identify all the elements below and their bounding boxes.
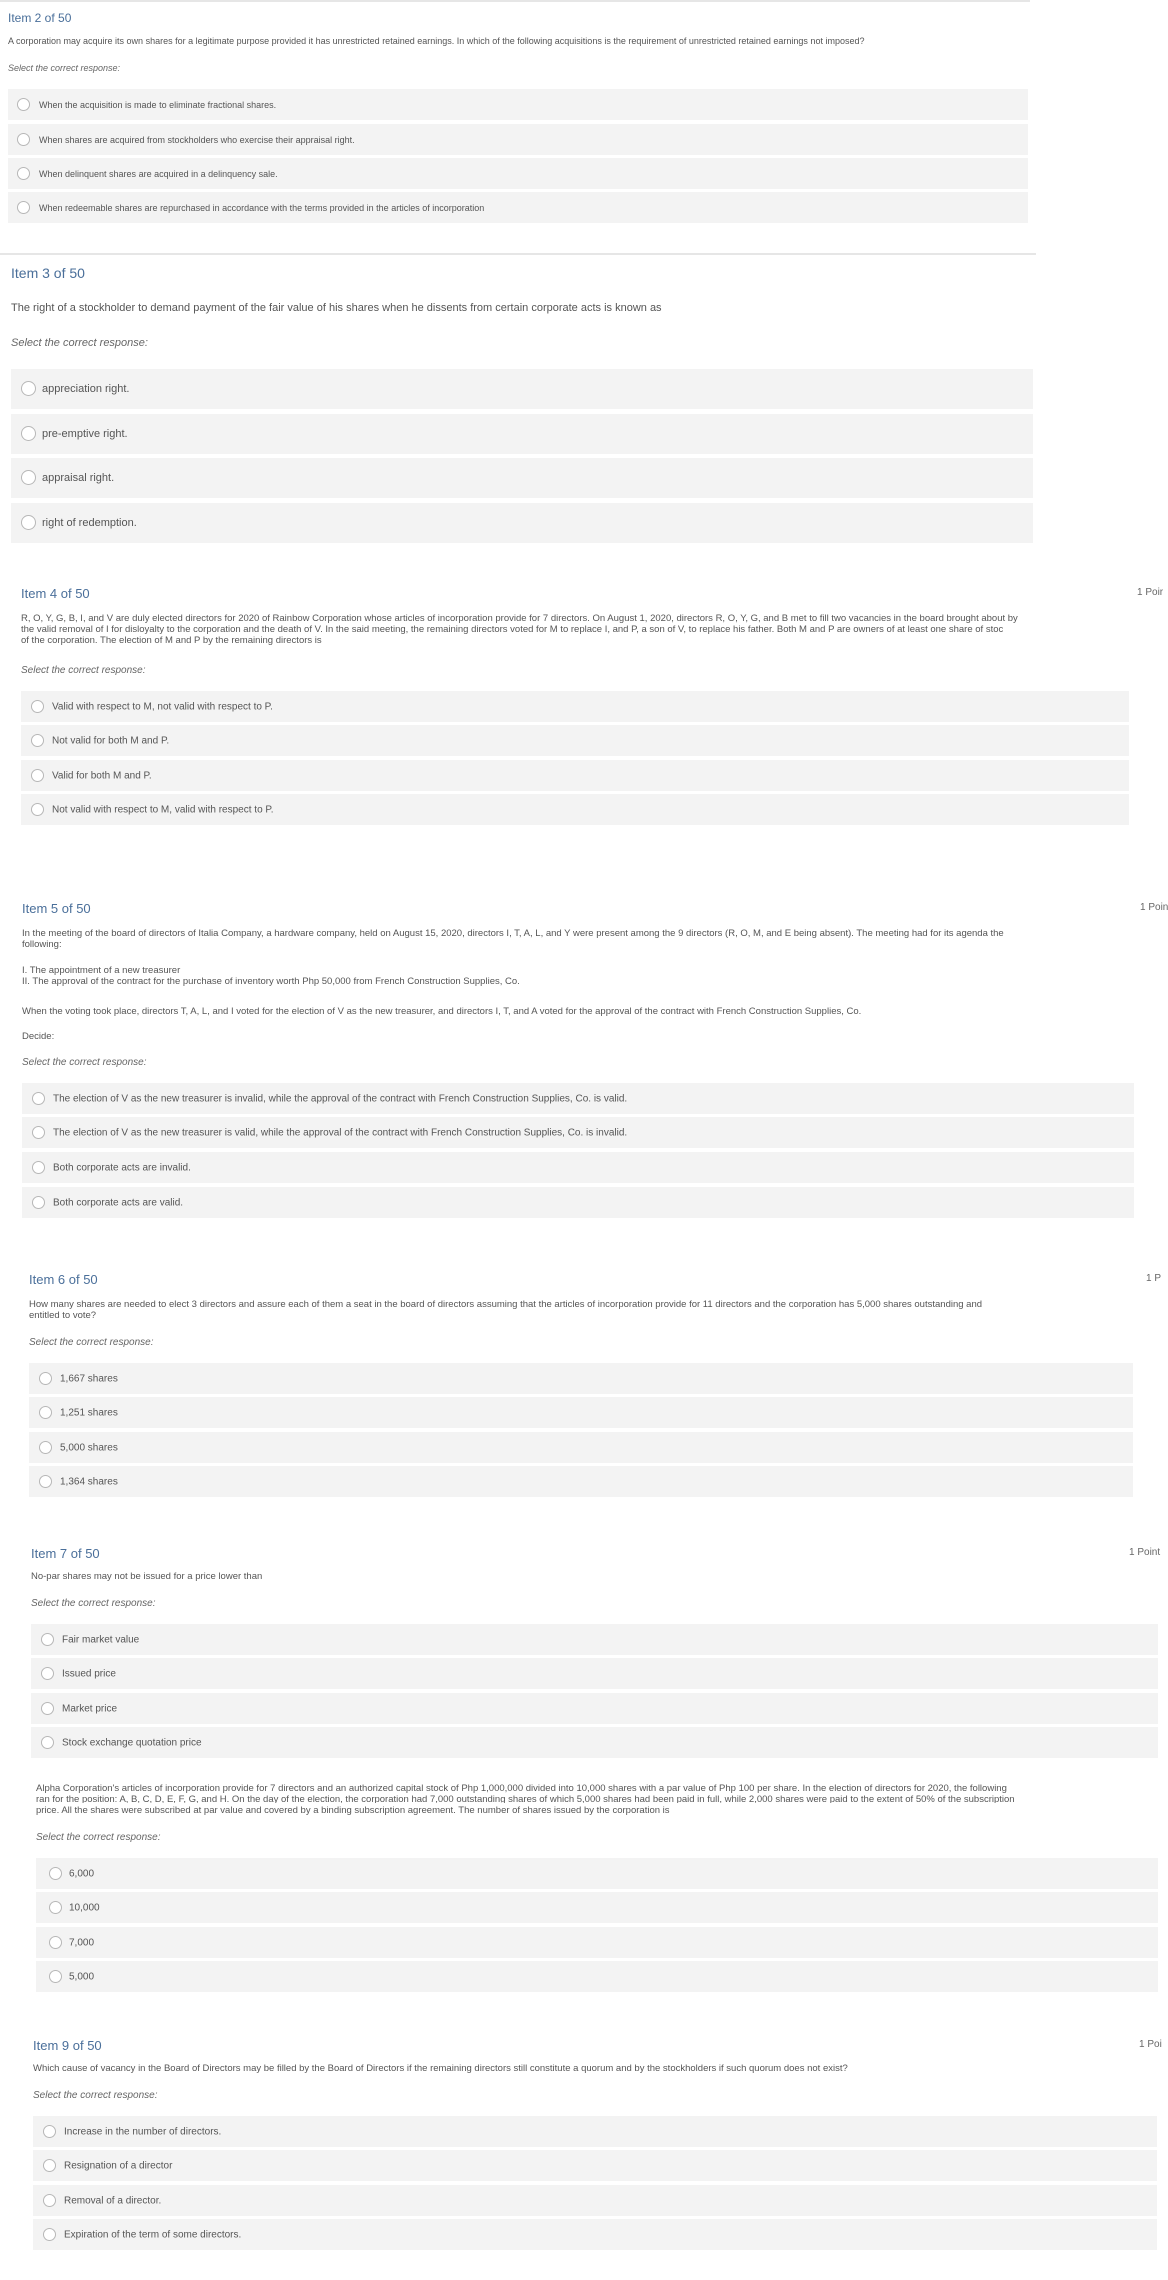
- option-label: When the acquisition is made to eliminate fractional shares.: [39, 99, 277, 110]
- question-item-6: [0, 1272, 1168, 1512]
- answer-option[interactable]: [33, 2219, 1157, 2250]
- answer-option[interactable]: [22, 1117, 1134, 1148]
- radio-button[interactable]: [31, 803, 44, 816]
- answer-option[interactable]: [33, 2116, 1157, 2147]
- radio-button[interactable]: [43, 2159, 56, 2172]
- item-divider: [0, 253, 1036, 255]
- option-label: Valid with respect to M, not valid with respect to P.: [52, 701, 273, 712]
- radio-button[interactable]: [31, 734, 44, 747]
- answer-option[interactable]: [31, 1693, 1158, 1724]
- select-prompt: Select the correct response:: [33, 2090, 158, 2101]
- item-title: Item 2 of 50: [8, 11, 72, 25]
- question-text: How many shares are needed to elect 3 directors and assure each of them a seat in the board of directors assuming that the articles of incorporation provide for 11 directors and the corporation has 5,000 shares outstanding and entitled to vote?: [29, 1299, 983, 1321]
- option-label: 5,000 shares: [60, 1442, 118, 1453]
- option-label: 1,667 shares: [60, 1373, 118, 1384]
- select-prompt: Select the correct response:: [21, 665, 146, 676]
- option-label: Removal of a director.: [64, 2195, 162, 2206]
- select-prompt: Select the correct response:: [22, 1057, 147, 1068]
- option-label: The election of V as the new treasurer is invalid, while the approval of the contract with French Construction Supplies, Co. is valid.: [53, 1093, 628, 1104]
- option-label: appraisal right.: [42, 472, 115, 484]
- item-title: Item 9 of 50: [33, 2038, 102, 2053]
- option-label: 7,000: [69, 1937, 95, 1948]
- answer-option[interactable]: [29, 1363, 1133, 1394]
- answer-option[interactable]: [21, 760, 1129, 791]
- option-label: The election of V as the new treasurer is valid, while the approval of the contract with French Construction Supplies, Co. is invalid.: [53, 1127, 628, 1138]
- radio-button[interactable]: [17, 98, 30, 111]
- question-item-7: [0, 1546, 1168, 1766]
- radio-button[interactable]: [39, 1441, 52, 1454]
- item-title: Item 4 of 50: [21, 586, 90, 601]
- item-title: Item 6 of 50: [29, 1272, 98, 1287]
- option-label: Not valid for both M and P.: [52, 735, 170, 746]
- radio-button[interactable]: [21, 381, 36, 396]
- points-label: 1 Poi: [1139, 2039, 1162, 2050]
- option-label: Resignation of a director: [64, 2160, 173, 2171]
- answer-option[interactable]: [8, 192, 1028, 223]
- option-label: Both corporate acts are invalid.: [53, 1162, 191, 1173]
- answer-option[interactable]: [33, 2185, 1157, 2216]
- answer-option[interactable]: [22, 1152, 1134, 1183]
- radio-button[interactable]: [31, 769, 44, 782]
- radio-button[interactable]: [21, 470, 36, 485]
- radio-button[interactable]: [43, 2125, 56, 2138]
- answer-option[interactable]: [36, 1858, 1158, 1889]
- radio-button[interactable]: [49, 1970, 62, 1983]
- answer-option[interactable]: [11, 414, 1033, 454]
- radio-button[interactable]: [49, 1867, 62, 1880]
- radio-button[interactable]: [32, 1161, 45, 1174]
- question-item-3: [0, 250, 1036, 550]
- answer-option[interactable]: [8, 89, 1028, 120]
- question-item-4: [0, 580, 1168, 830]
- radio-button[interactable]: [49, 1901, 62, 1914]
- answer-option[interactable]: [21, 725, 1129, 756]
- question-text: The right of a stockholder to demand payment of the fair value of his shares when he dissents from certain corporate acts is known as: [11, 302, 662, 314]
- radio-button[interactable]: [32, 1092, 45, 1105]
- radio-button[interactable]: [32, 1196, 45, 1209]
- option-label: Increase in the number of directors.: [64, 2126, 222, 2137]
- radio-button[interactable]: [31, 700, 44, 713]
- radio-button[interactable]: [41, 1633, 54, 1646]
- answer-option[interactable]: [21, 691, 1129, 722]
- select-prompt: Select the correct response:: [11, 337, 148, 349]
- question-item-9: [0, 2038, 1168, 2278]
- decide-text: Decide:: [22, 1031, 55, 1042]
- radio-button[interactable]: [21, 515, 36, 530]
- answer-option[interactable]: [31, 1658, 1158, 1689]
- radio-button[interactable]: [41, 1736, 54, 1749]
- answer-option[interactable]: [8, 124, 1028, 155]
- radio-button[interactable]: [41, 1667, 54, 1680]
- option-label: 5,000: [69, 1971, 95, 1982]
- option-label: When redeemable shares are repurchased in accordance with the terms provided in the articles of incorporation: [39, 202, 485, 213]
- vote-text: When the voting took place, directors T, A, L, and I voted for the election of V as the new treasurer, and directors I, T, and A voted for the approval of the contract with French Construction Supplies, Co.: [22, 1006, 862, 1017]
- answer-option[interactable]: [29, 1432, 1133, 1463]
- option-label: Fair market value: [62, 1634, 140, 1645]
- answer-option[interactable]: [8, 158, 1028, 189]
- item-title: Item 5 of 50: [22, 901, 91, 916]
- radio-button[interactable]: [43, 2228, 56, 2241]
- option-label: pre-emptive right.: [42, 428, 128, 440]
- answer-option[interactable]: [33, 2150, 1157, 2181]
- answer-option[interactable]: [22, 1083, 1134, 1114]
- option-label: Issued price: [62, 1668, 116, 1679]
- question-item-8: [0, 1780, 1168, 1995]
- radio-button[interactable]: [21, 426, 36, 441]
- option-label: Valid for both M and P.: [52, 770, 152, 781]
- option-label: appreciation right.: [42, 383, 130, 395]
- radio-button[interactable]: [17, 201, 30, 214]
- answer-option[interactable]: [36, 1961, 1158, 1992]
- answer-option[interactable]: [31, 1727, 1158, 1758]
- answer-option[interactable]: [36, 1892, 1158, 1923]
- question-text: R, O, Y, G, B, I, and V are duly elected directors for 2020 of Rainbow Corporation whose articles of incorporation provide for 7 directors. On August 1, 2020, directors R, O, Y, G, and B met to fill two vacancies in the board brought about by the valid removal of I for disloyalty to the corporation and the death of V. In the said meeting, the remaining directors voted for M to replace I, and P, a son of V, to replace his father. Both M and P are owners of at least one share of stoc of the corporation. The election of M and P by the remaining directors is: [21, 613, 1018, 646]
- points-label: 1 P: [1146, 1273, 1162, 1284]
- answer-option[interactable]: [36, 1927, 1158, 1958]
- radio-button[interactable]: [17, 167, 30, 180]
- answer-option[interactable]: [21, 794, 1129, 825]
- answer-option[interactable]: [11, 503, 1033, 543]
- option-label: Not valid with respect to M, valid with respect to P.: [52, 804, 274, 815]
- option-label: Both corporate acts are valid.: [53, 1197, 184, 1208]
- radio-button[interactable]: [39, 1406, 52, 1419]
- radio-button[interactable]: [43, 2194, 56, 2207]
- option-label: Expiration of the term of some directors.: [64, 2229, 242, 2240]
- item-title: Item 3 of 50: [11, 265, 85, 281]
- question-item-5: [0, 895, 1168, 1225]
- option-label: 6,000: [69, 1868, 95, 1879]
- agenda-list: I. The appointment of a new treasurer II. The approval of the contract for the purchase of inventory worth Php 50,000 from French Construction Supplies, Co.: [22, 965, 520, 987]
- radio-button[interactable]: [39, 1372, 52, 1385]
- option-label: When delinquent shares are acquired in a delinquency sale.: [39, 168, 278, 179]
- option-label: Market price: [62, 1703, 118, 1714]
- answer-option[interactable]: [29, 1466, 1133, 1497]
- radio-button[interactable]: [32, 1126, 45, 1139]
- answer-option[interactable]: [29, 1397, 1133, 1428]
- points-label: 1 Poin: [1140, 902, 1168, 913]
- option-label: 10,000: [69, 1902, 100, 1913]
- item-divider: [0, 0, 1030, 2]
- question-item-2: [0, 0, 1030, 228]
- question-text: In the meeting of the board of directors of Italia Company, a hardware company, held on August 15, 2020, directors I, T, A, L, and Y were present among the 9 directors (R, O, M, and E being absent). The meeting had for its agenda the following:: [22, 928, 1004, 950]
- answer-option[interactable]: [31, 1624, 1158, 1655]
- answer-option[interactable]: [22, 1187, 1134, 1218]
- answer-option[interactable]: [11, 458, 1033, 498]
- question-text: No-par shares may not be issued for a price lower than: [31, 1571, 263, 1582]
- select-prompt: Select the correct response:: [8, 63, 121, 73]
- answer-option[interactable]: [11, 369, 1033, 409]
- radio-button[interactable]: [17, 133, 30, 146]
- points-label: 1 Poir: [1137, 587, 1164, 598]
- option-label: 1,251 shares: [60, 1407, 118, 1418]
- question-text: Alpha Corporation's articles of incorporation provide for 7 directors and an authorized capital stock of Php 1,000,000 divided into 10,000 shares with a par value of Php 100 per share. In the election of directors for 2020, the following ran for the position: A, B, C, D, E, F, G, and H. On the day of the election, the corporation had 7,000 outstanding shares of which 5,000 shares had been paid in full, while 2,000 shares were paid to the extent of 50% of the subscription price. All the shares were subscribed at par value and covered by a binding subscription agreement. The number of shares issued by the corporation is: [36, 1783, 1015, 1816]
- option-label: When shares are acquired from stockholders who exercise their appraisal right.: [39, 134, 355, 145]
- select-prompt: Select the correct response:: [31, 1598, 156, 1609]
- option-label: 1,364 shares: [60, 1476, 118, 1487]
- select-prompt: Select the correct response:: [29, 1337, 154, 1348]
- select-prompt: Select the correct response:: [36, 1832, 161, 1843]
- radio-button[interactable]: [49, 1936, 62, 1949]
- radio-button[interactable]: [41, 1702, 54, 1715]
- option-label: Stock exchange quotation price: [62, 1737, 202, 1748]
- radio-button[interactable]: [39, 1475, 52, 1488]
- question-text: A corporation may acquire its own shares for a legitimate purpose provided it has unrestricted retained earnings. In which of the following acquisitions is the requirement of unrestricted retained earnings not imposed?: [8, 36, 865, 46]
- points-label: 1 Point: [1129, 1547, 1161, 1558]
- item-title: Item 7 of 50: [31, 1546, 100, 1561]
- question-text: Which cause of vacancy in the Board of Directors may be filled by the Board of Directors if the remaining directors still constitute a quorum and by the stockholders if such quorum does not exist?: [33, 2063, 848, 2074]
- option-label: right of redemption.: [42, 517, 137, 529]
